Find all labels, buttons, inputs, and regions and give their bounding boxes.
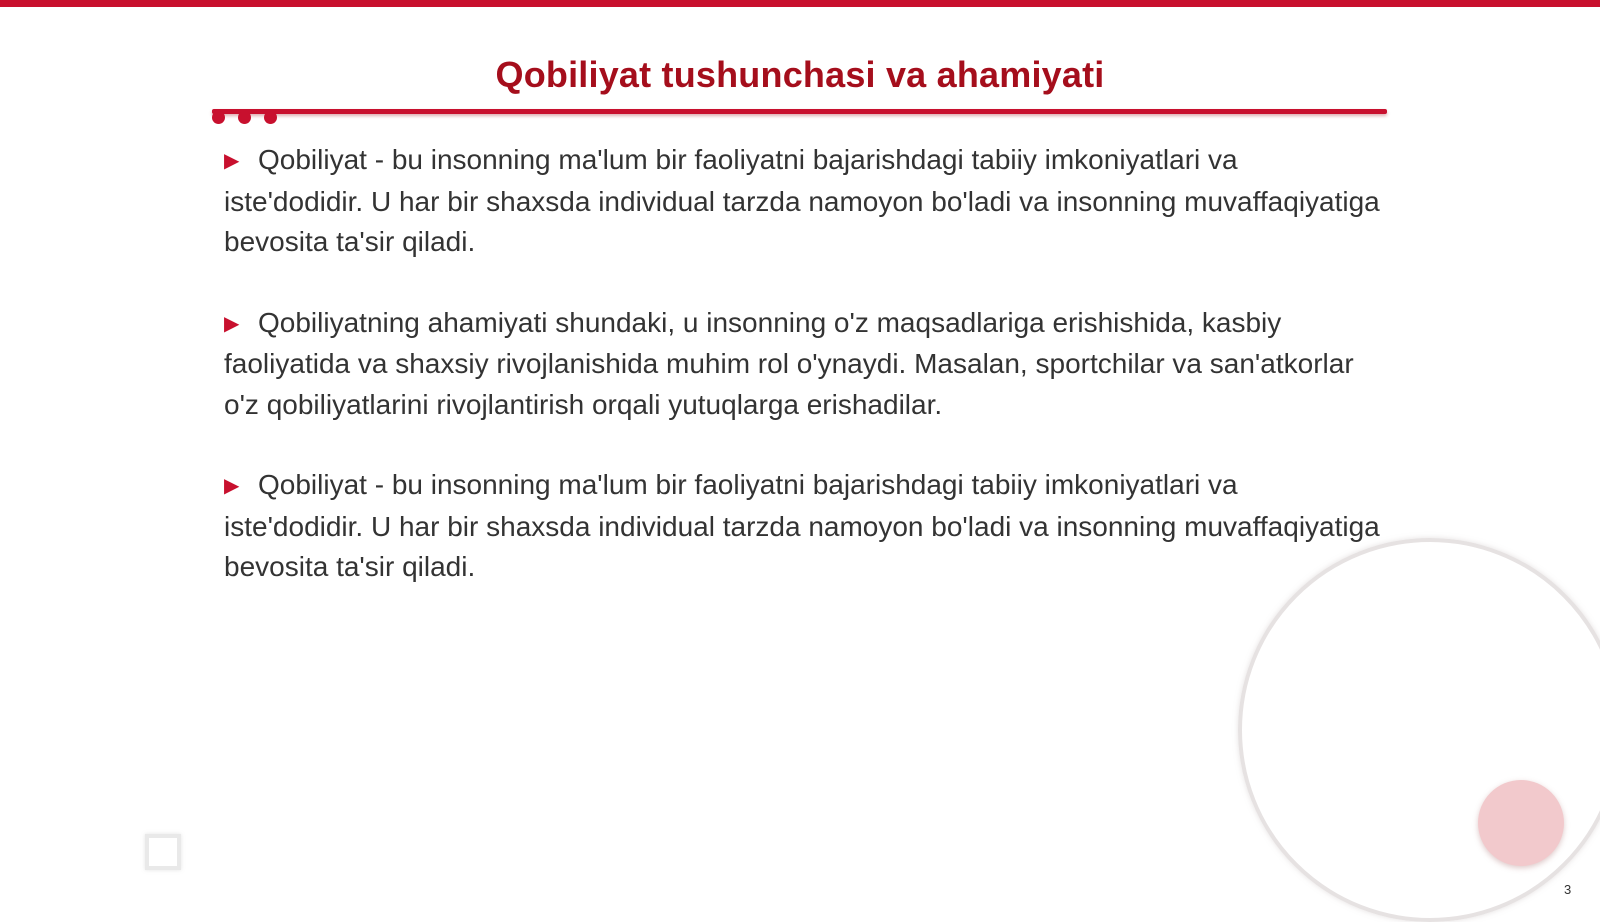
bullet-text-2: Qobiliyatning ahamiyati shundaki, u insonning o'z maqsadlariga erishishida, kasbiy faoliyatida va shaxsiy rivojlanishida muhim rol o'ynaydi. Masalan, sportchilar va san'atkorlar o'z qobiliyatlarini rivojlantirish orqali yutuqlarga erishadilar. [224, 306, 1354, 420]
bullet-text-1: Qobiliyat - bu insonning ma'lum bir faoliyatni bajarishdagi tabiiy imkoniyatlari va iste'dodidir. U har bir shaxsda individual tarzda namoyon bo'ladi va insonning muvaffaqiyatiga bevosita ta'sir qiladi. [224, 144, 1380, 257]
bullet-arrow-icon: ▶ [224, 312, 240, 335]
title-dot-2 [238, 111, 251, 124]
slide-title: Qobiliyat tushunchasi va ahamiyati [495, 54, 1105, 95]
bullet-item-3 [224, 465, 1384, 588]
bullet-item-1 [224, 140, 1384, 263]
title-dot-3 [264, 111, 277, 124]
top-accent-bar [0, 0, 1600, 7]
decorative-square-outline [145, 834, 181, 870]
slide-content [224, 140, 1384, 628]
decorative-pink-circle [1478, 780, 1564, 866]
title-underline [212, 109, 1387, 114]
bullet-arrow-icon: ▶ [224, 150, 240, 172]
bullet-item-2 [224, 303, 1384, 426]
decorative-circle-outline [1238, 538, 1600, 922]
page-number: 3 [1564, 882, 1572, 897]
title-dot-1 [212, 111, 225, 124]
bullet-text-3: Qobiliyat - bu insonning ma'lum bir faoliyatni bajarishdagi tabiiy imkoniyatlari va iste'dodidir. U har bir shaxsda individual tarzda namoyon bo'ladi va insonning muvaffaqiyatiga bevosita ta'sir qiladi. [224, 469, 1380, 582]
bullet-arrow-icon: ▶ [224, 475, 240, 497]
